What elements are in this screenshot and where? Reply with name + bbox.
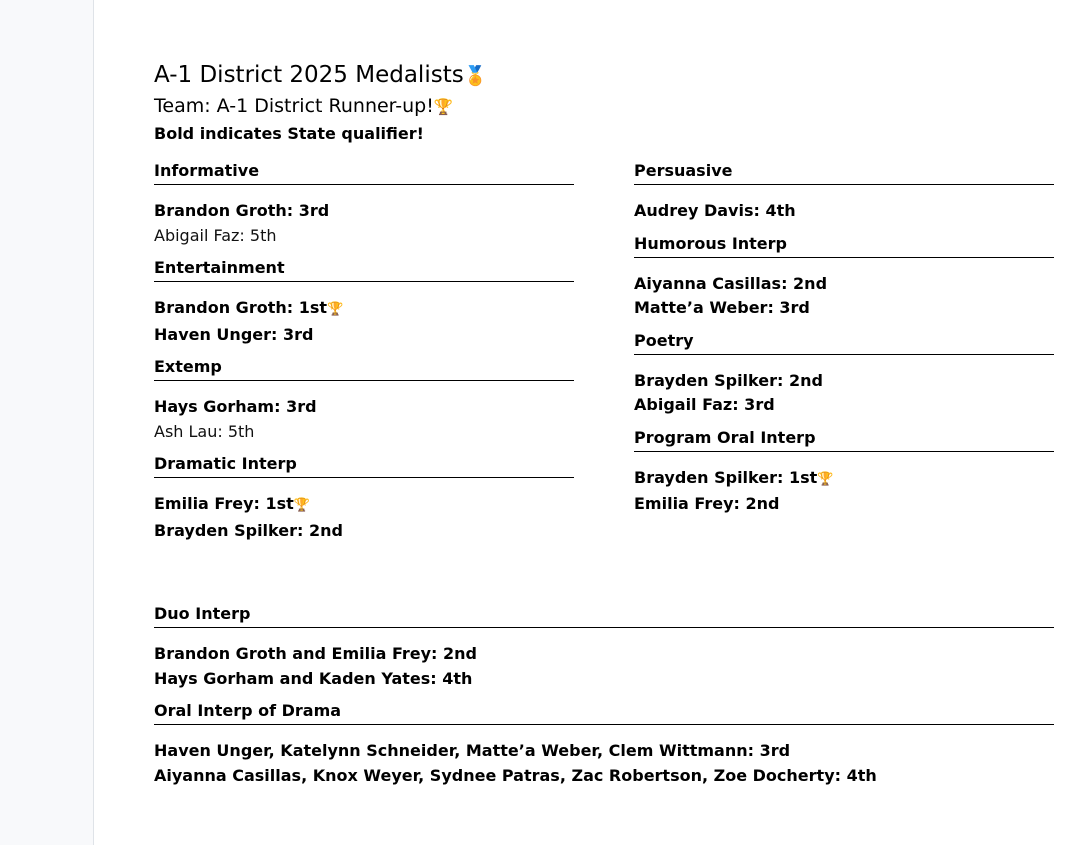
event-heading: Program Oral Interp xyxy=(634,427,1054,452)
result-entry xyxy=(154,667,1054,692)
result-text: Brandon Groth and Emilia Frey: 2nd xyxy=(154,644,477,663)
result-text: Abigail Faz: 3rd xyxy=(634,395,775,414)
full-width-events xyxy=(154,603,1054,797)
result-entry xyxy=(154,642,1054,667)
side-rail xyxy=(0,0,94,845)
result-text: Audrey Davis: 4th xyxy=(634,201,796,220)
event-heading: Poetry xyxy=(634,330,1054,355)
medal-icon: 🏅 xyxy=(463,65,488,87)
qualifier-note: Bold indicates State qualifier! xyxy=(154,124,424,143)
trophy-icon: 🏆 xyxy=(433,98,454,116)
event-section-extemp xyxy=(154,356,574,444)
event-heading: Persuasive xyxy=(634,160,1054,185)
result-entry xyxy=(154,420,574,445)
result-text: Brayden Spilker: 2nd xyxy=(154,520,343,540)
result-text: Matte’a Weber: 3rd xyxy=(634,298,810,317)
event-heading: Dramatic Interp xyxy=(154,453,574,478)
event-section-dramatic-interp xyxy=(154,453,574,543)
left-column xyxy=(154,160,574,552)
right-column xyxy=(634,160,1054,526)
result-entry xyxy=(634,393,1054,418)
result-text: Brandon Groth: 1st xyxy=(154,298,328,317)
result-text: Aiyanna Casillas, Knox Weyer, Sydnee Patras, Zac Robertson, Zoe Docherty: 4th xyxy=(154,765,877,785)
team-result: Team: A-1 District Runner-up!🏆 xyxy=(154,95,454,117)
result-entry xyxy=(154,323,574,348)
result-text: Hays Gorham: 3rd xyxy=(154,397,317,416)
result-entry xyxy=(154,296,574,323)
result-entry xyxy=(154,519,574,544)
event-heading: Extemp xyxy=(154,356,574,381)
trophy-icon: 🏆 xyxy=(817,471,834,487)
result-entry xyxy=(634,272,1054,297)
result-entry xyxy=(154,224,574,249)
event-section-oral-interp-of-drama xyxy=(154,700,1054,788)
event-section-humorous-interp xyxy=(634,233,1054,321)
result-entry xyxy=(154,764,1054,789)
result-text: Emilia Frey: 1st xyxy=(154,494,294,513)
trophy-icon: 🏆 xyxy=(327,302,344,317)
result-text: Abigail Faz: 5th xyxy=(154,225,277,245)
trophy-icon: 🏆 xyxy=(293,498,311,513)
result-text: Aiyanna Casillas: 2nd xyxy=(634,273,828,293)
event-heading: Humorous Interp xyxy=(634,233,1054,258)
event-section-duo-interp xyxy=(154,603,1054,691)
result-text: Haven Unger, Katelynn Schneider, Matte’a Weber, Clem Wittmann: 3rd xyxy=(154,741,791,760)
event-section-program-oral-interp xyxy=(634,427,1054,517)
result-text: Emilia Frey: 2nd xyxy=(634,494,780,513)
result-entry xyxy=(634,466,1054,493)
event-heading: Oral Interp of Drama xyxy=(154,700,1054,725)
result-text: Brayden Spilker: 2nd xyxy=(634,370,823,390)
event-heading: Duo Interp xyxy=(154,603,1054,628)
event-section-poetry xyxy=(634,330,1054,418)
result-text: Haven Unger: 3rd xyxy=(154,324,314,344)
page-title: A-1 District 2025 Medalists🏅 xyxy=(154,62,488,88)
result-entry xyxy=(154,395,574,420)
result-text: Ash Lau: 5th xyxy=(154,421,255,441)
result-text: Hays Gorham and Kaden Yates: 4th xyxy=(154,668,473,688)
event-section-persuasive xyxy=(634,160,1054,224)
result-entry xyxy=(154,739,1054,764)
result-entry xyxy=(154,492,574,519)
event-section-entertainment xyxy=(154,257,574,347)
event-heading: Informative xyxy=(154,160,574,185)
result-text: Brandon Groth: 3rd xyxy=(154,201,330,220)
result-entry xyxy=(634,199,1054,224)
event-heading: Entertainment xyxy=(154,257,574,282)
result-entry xyxy=(154,199,574,224)
result-text: Brayden Spilker: 1st xyxy=(634,467,818,487)
event-section-informative xyxy=(154,160,574,248)
result-entry xyxy=(634,369,1054,394)
result-entry xyxy=(634,296,1054,321)
result-entry xyxy=(634,492,1054,517)
